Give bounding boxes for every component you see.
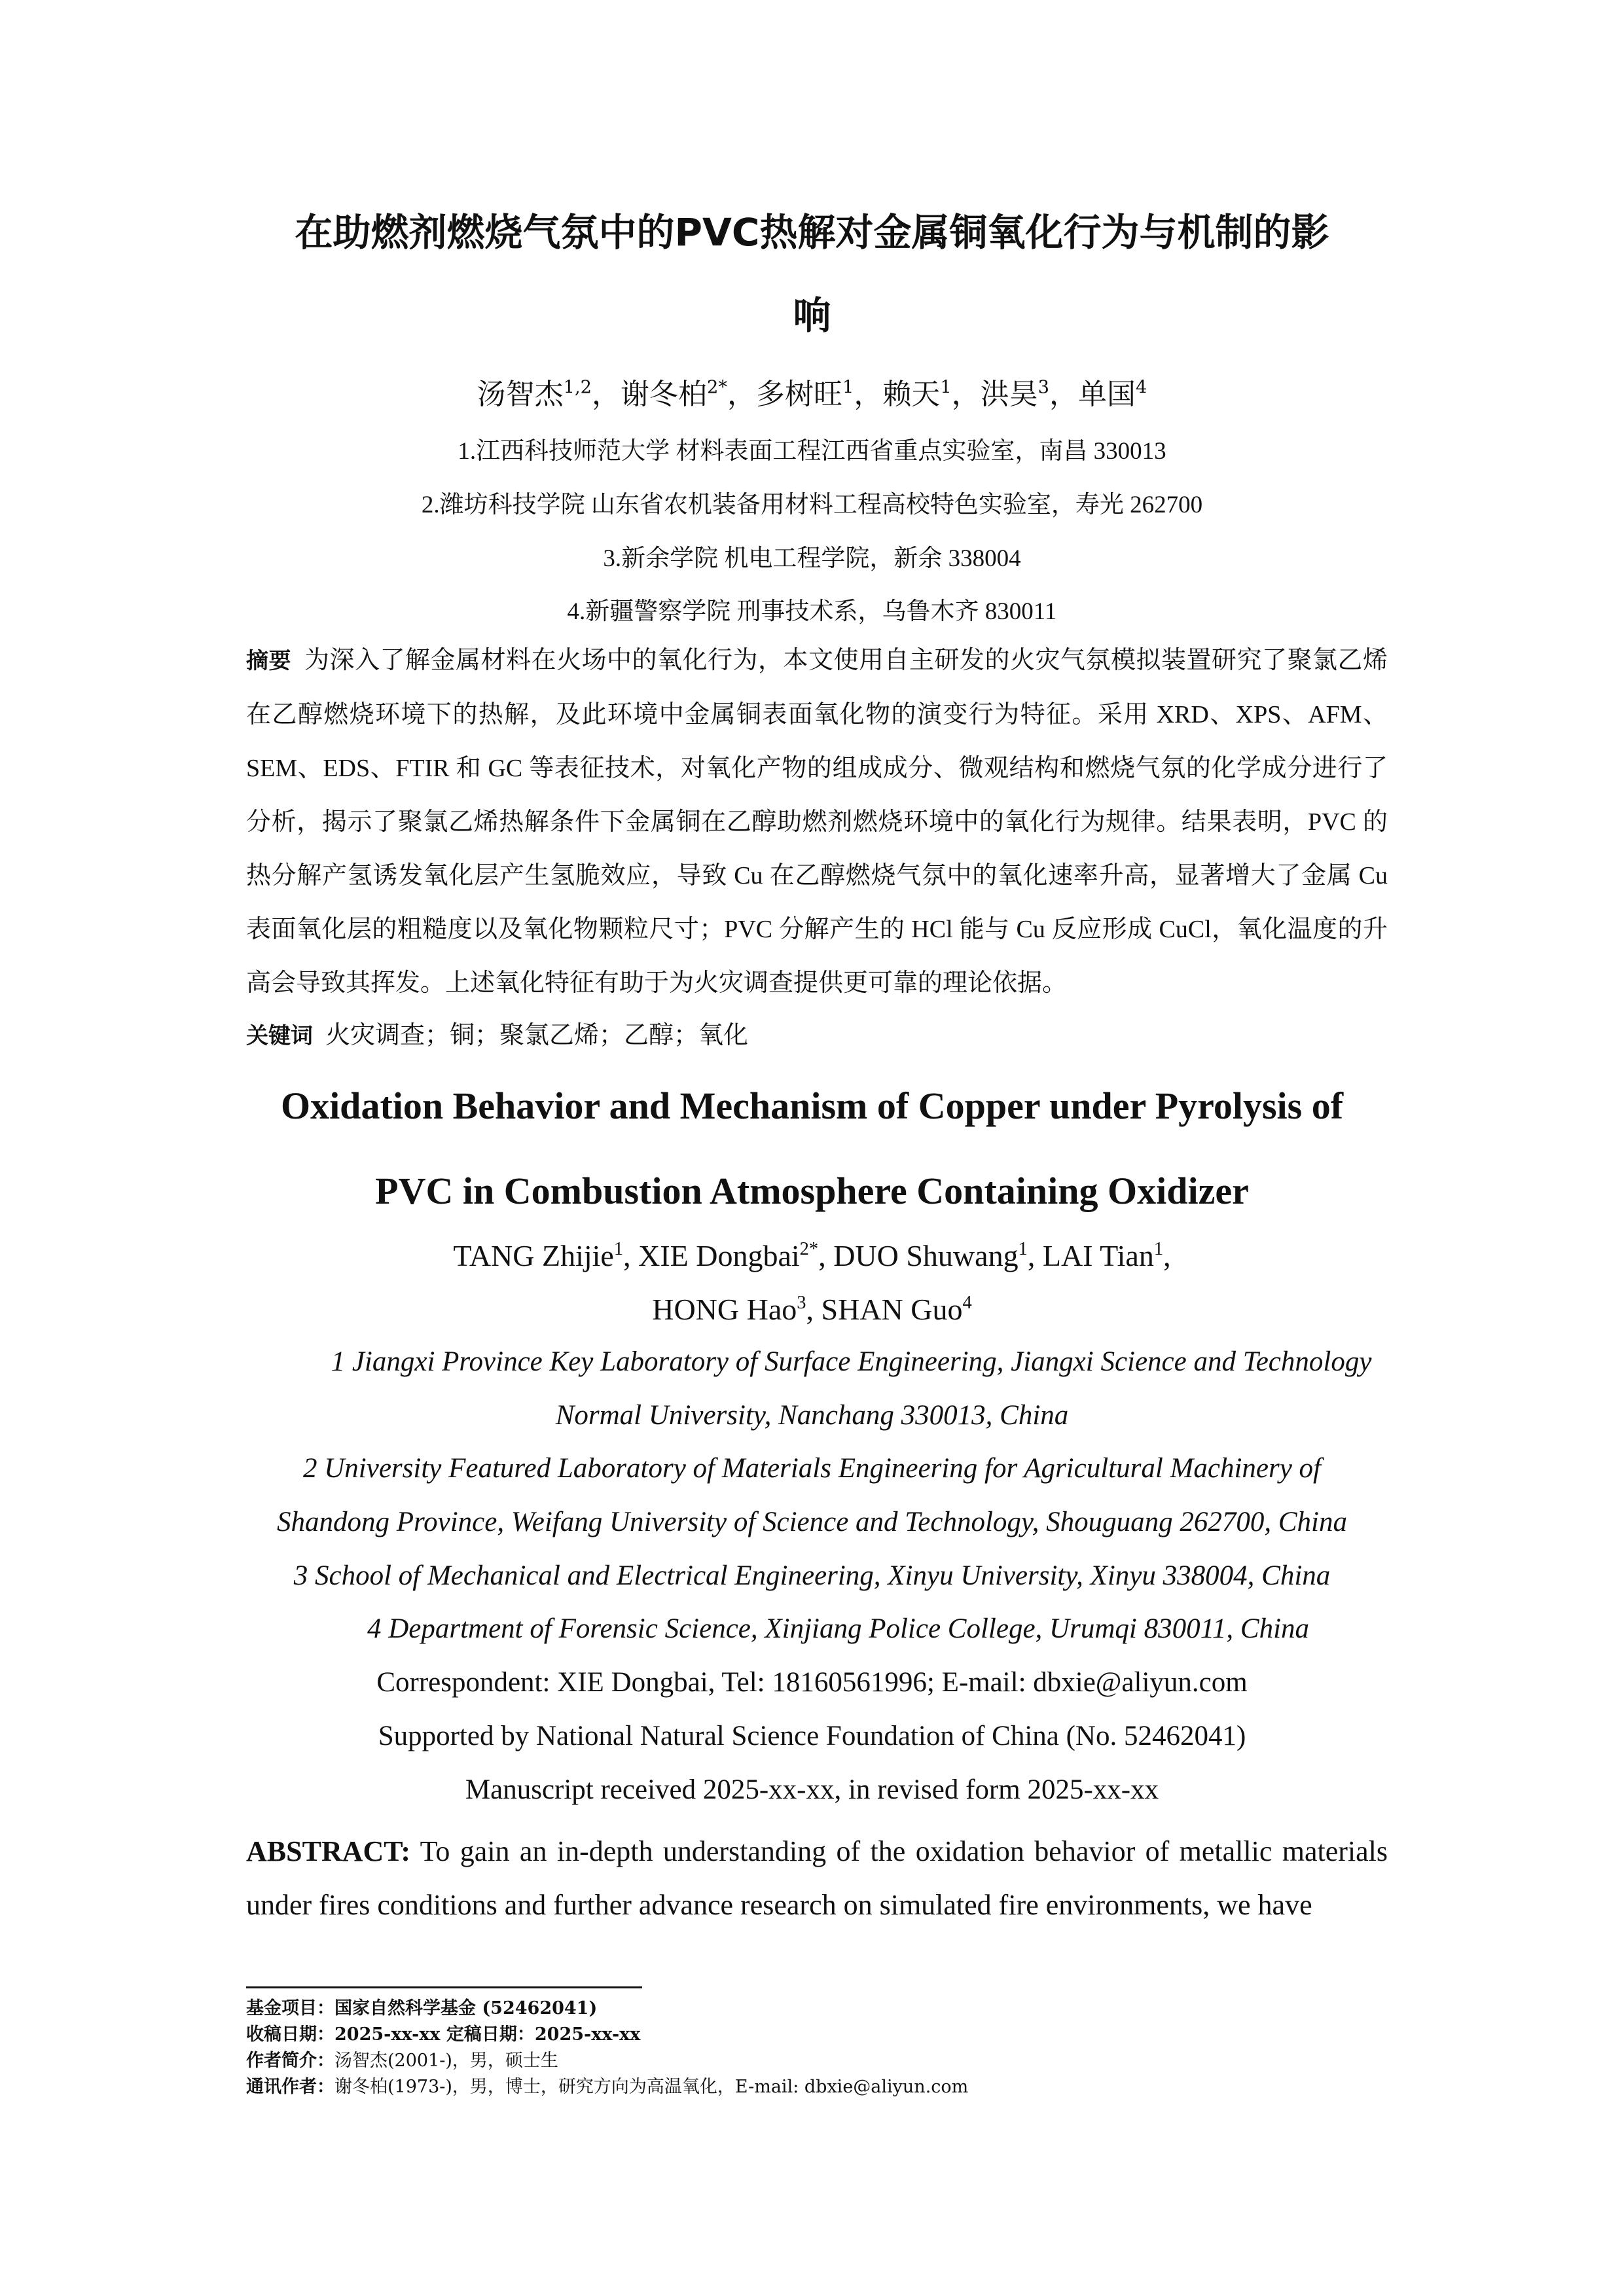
author-affiliation-mark: 1 xyxy=(1018,1238,1028,1259)
author xyxy=(1078,378,1147,411)
chinese-author-list xyxy=(196,370,1428,412)
english-abstract xyxy=(246,1825,1388,1932)
english-abstract-text: To gain an in-depth understanding of the oxidation behavior of metallic materials under fires conditions and further advance research on simulated fire environments, we have xyxy=(246,1835,1388,1921)
correspondent-line: Correspondent: XIE Dongbai, Tel: 18160561996; E-mail: dbxie@aliyun.com xyxy=(376,1667,1248,1698)
chinese-title-line-1: 在助燃剂燃烧气氛中的PVC热解对金属铜氧化行为与机制的影 xyxy=(295,210,1329,255)
manuscript-dates-line: Manuscript received 2025-xx-xx, in revised form 2025-xx-xx xyxy=(465,1774,1159,1805)
author-affiliation-mark: 1 xyxy=(842,377,854,398)
author-affiliation-mark: 3 xyxy=(797,1292,806,1313)
footnote-text: 谢冬柏(1973-)，男，博士，研究方向为高温氧化，E-mail: dbxie@aliyun.com xyxy=(334,2077,969,2097)
author xyxy=(477,378,592,411)
author-separator: , xyxy=(806,1293,821,1326)
author-separator: , xyxy=(1027,1239,1043,1272)
author-name: LAI Tian xyxy=(1042,1239,1154,1272)
author xyxy=(638,1239,818,1272)
author xyxy=(821,1293,972,1326)
footnote-text: 2025-xx-xx 定稿日期：2025-xx-xx xyxy=(334,2024,641,2045)
author-name: 赖天 xyxy=(882,378,941,411)
chinese-abstract-text: 为深入了解金属材料在火场中的氧化行为，本文使用自主研发的火灾气氛模拟装置研究了聚氯乙烯在乙醇燃烧环境下的热解，及此环境中金属铜表面氧化物的演变行为特征。采用 XRD、XPS、AFM、SEM、EDS、FTIR 和 GC 等表征技术，对氧化产物的组成成分、微观结构和燃烧气氛的化学成分进行了分析，揭示了聚氯乙烯热解条件下金属铜在乙醇助燃剂燃烧环境中的氧化行为规律。结果表明，PVC 的热分解产氢诱发氧化层产生氢脆效应，导致 Cu 在乙醇燃烧气氛中的氧化速率升高，显著增大了金属 Cu 表面氧化层的粗糙度以及氧化物颗粒尺寸；PVC 分解产生的 HCl 能与 Cu 反应形成 CuCl，氧化温度的升高会导致其挥发。上述氧化特征有助于为火灾调查提供更可靠的理论依据。 xyxy=(246,647,1388,997)
author-separator: , xyxy=(623,1239,639,1272)
english-abstract-label: ABSTRACT: xyxy=(246,1835,411,1867)
author-separator: ， xyxy=(854,378,883,411)
author-name: 谢冬柏 xyxy=(620,378,707,411)
english-affiliation-4: 4 Department of Forensic Science, Xinjiang Police College, Urumqi 830011, China xyxy=(367,1613,1310,1644)
footnote-label: 作者简介： xyxy=(246,2051,334,2071)
chinese-title-line-2: 响 xyxy=(793,293,831,338)
author-affiliation-mark: 2* xyxy=(706,377,727,398)
author-separator: , xyxy=(818,1239,834,1272)
author xyxy=(621,378,727,411)
english-affiliation-1-line-2: Normal University, Nanchang 330013, China xyxy=(555,1400,1069,1431)
author-separator: , xyxy=(1163,1239,1171,1272)
author-affiliation-mark: 1 xyxy=(613,1238,624,1259)
footnote-text: 国家自然科学基金 (52462041) xyxy=(334,1998,598,2018)
footnote-label: 通讯作者： xyxy=(246,2077,334,2097)
author-affiliation-mark: 2* xyxy=(799,1238,819,1259)
author xyxy=(833,1239,1028,1272)
chinese-keywords xyxy=(246,1009,1388,1063)
chinese-affiliation-2: 2.潍坊科技学院 山东省农机装备用材料工程高校特色实验室，寿光 262700 xyxy=(421,492,1203,518)
funding-line: Supported by National Natural Science Foundation of China (No. 52462041) xyxy=(378,1721,1246,1751)
author-separator: ， xyxy=(1049,378,1079,411)
english-affiliation-3: 3 School of Mechanical and Electrical Engineering, Xinyu University, Xinyu 338004, China xyxy=(293,1560,1331,1591)
author-separator: ， xyxy=(951,378,981,411)
author-name: 多树旺 xyxy=(755,378,842,411)
footnote-divider xyxy=(246,1986,642,1988)
english-affiliation-2-line-2: Shandong Province, Weifang University of Science and Technology, Shouguang 262700, China xyxy=(277,1507,1347,1537)
english-affiliation-1-line-1: 1 Jiangxi Province Key Laboratory of Surface Engineering, Jiangxi Science and Technology xyxy=(331,1346,1372,1377)
chinese-abstract xyxy=(246,634,1388,1010)
chinese-affiliation-1: 1.江西科技师范大学 材料表面工程江西省重点实验室，南昌 330013 xyxy=(458,438,1166,465)
english-title-line-1: Oxidation Behavior and Mechanism of Copper under Pyrolysis of xyxy=(280,1085,1344,1127)
author xyxy=(882,378,951,411)
author-name: 单国 xyxy=(1078,378,1136,411)
author-name: XIE Dongbai xyxy=(638,1239,800,1272)
footnote-text: 汤智杰(2001-)，男，硕士生 xyxy=(334,2051,558,2071)
author-affiliation-mark: 3 xyxy=(1038,377,1050,398)
chinese-affiliation-4: 4.新疆警察学院 刑事技术系，乌鲁木齐 830011 xyxy=(567,598,1057,625)
author-affiliation-mark: 1 xyxy=(1153,1238,1164,1259)
chinese-abstract-label: 摘要 xyxy=(246,648,291,674)
author-name: DUO Shuwang xyxy=(833,1239,1019,1272)
english-author-list-line-1 xyxy=(196,1238,1428,1273)
author xyxy=(981,378,1049,411)
author xyxy=(1043,1239,1163,1272)
author xyxy=(756,378,854,411)
chinese-affiliation-3: 3.新余学院 机电工程学院，新余 338004 xyxy=(603,545,1021,572)
footnote-corresponding-author xyxy=(246,2072,968,2098)
author-affiliation-mark: 1,2 xyxy=(563,377,592,398)
footnote-label: 收稿日期： xyxy=(246,2024,334,2045)
footnote-label: 基金项目： xyxy=(246,1998,334,2018)
chinese-keywords-text: 火灾调查；铜；聚氯乙烯；乙醇；氧化 xyxy=(325,1022,749,1049)
author-name: SHAN Guo xyxy=(821,1293,963,1326)
author-name: 汤智杰 xyxy=(477,378,564,411)
footnote-author-bio xyxy=(246,2046,558,2072)
author-affiliation-mark: 4 xyxy=(1136,377,1147,398)
author-name: HONG Hao xyxy=(652,1293,797,1326)
english-affiliation-2-line-1: 2 University Featured Laboratory of Materials Engineering for Agricultural Machinery of xyxy=(303,1453,1321,1484)
author-separator: ， xyxy=(591,378,621,411)
english-author-list-line-2 xyxy=(196,1292,1428,1327)
author-separator: ， xyxy=(727,378,756,411)
author-name: TANG Zhijie xyxy=(453,1239,614,1272)
author xyxy=(652,1293,806,1326)
chinese-keywords-label: 关键词 xyxy=(246,1023,313,1049)
author-affiliation-mark: 4 xyxy=(962,1292,972,1313)
author-affiliation-mark: 1 xyxy=(940,377,952,398)
author xyxy=(453,1239,623,1272)
english-title-line-2: PVC in Combustion Atmosphere Containing Oxidizer xyxy=(375,1170,1249,1212)
footnote-funding xyxy=(246,1994,597,2019)
author-name: 洪昊 xyxy=(980,378,1038,411)
footnote-dates xyxy=(246,2020,640,2045)
